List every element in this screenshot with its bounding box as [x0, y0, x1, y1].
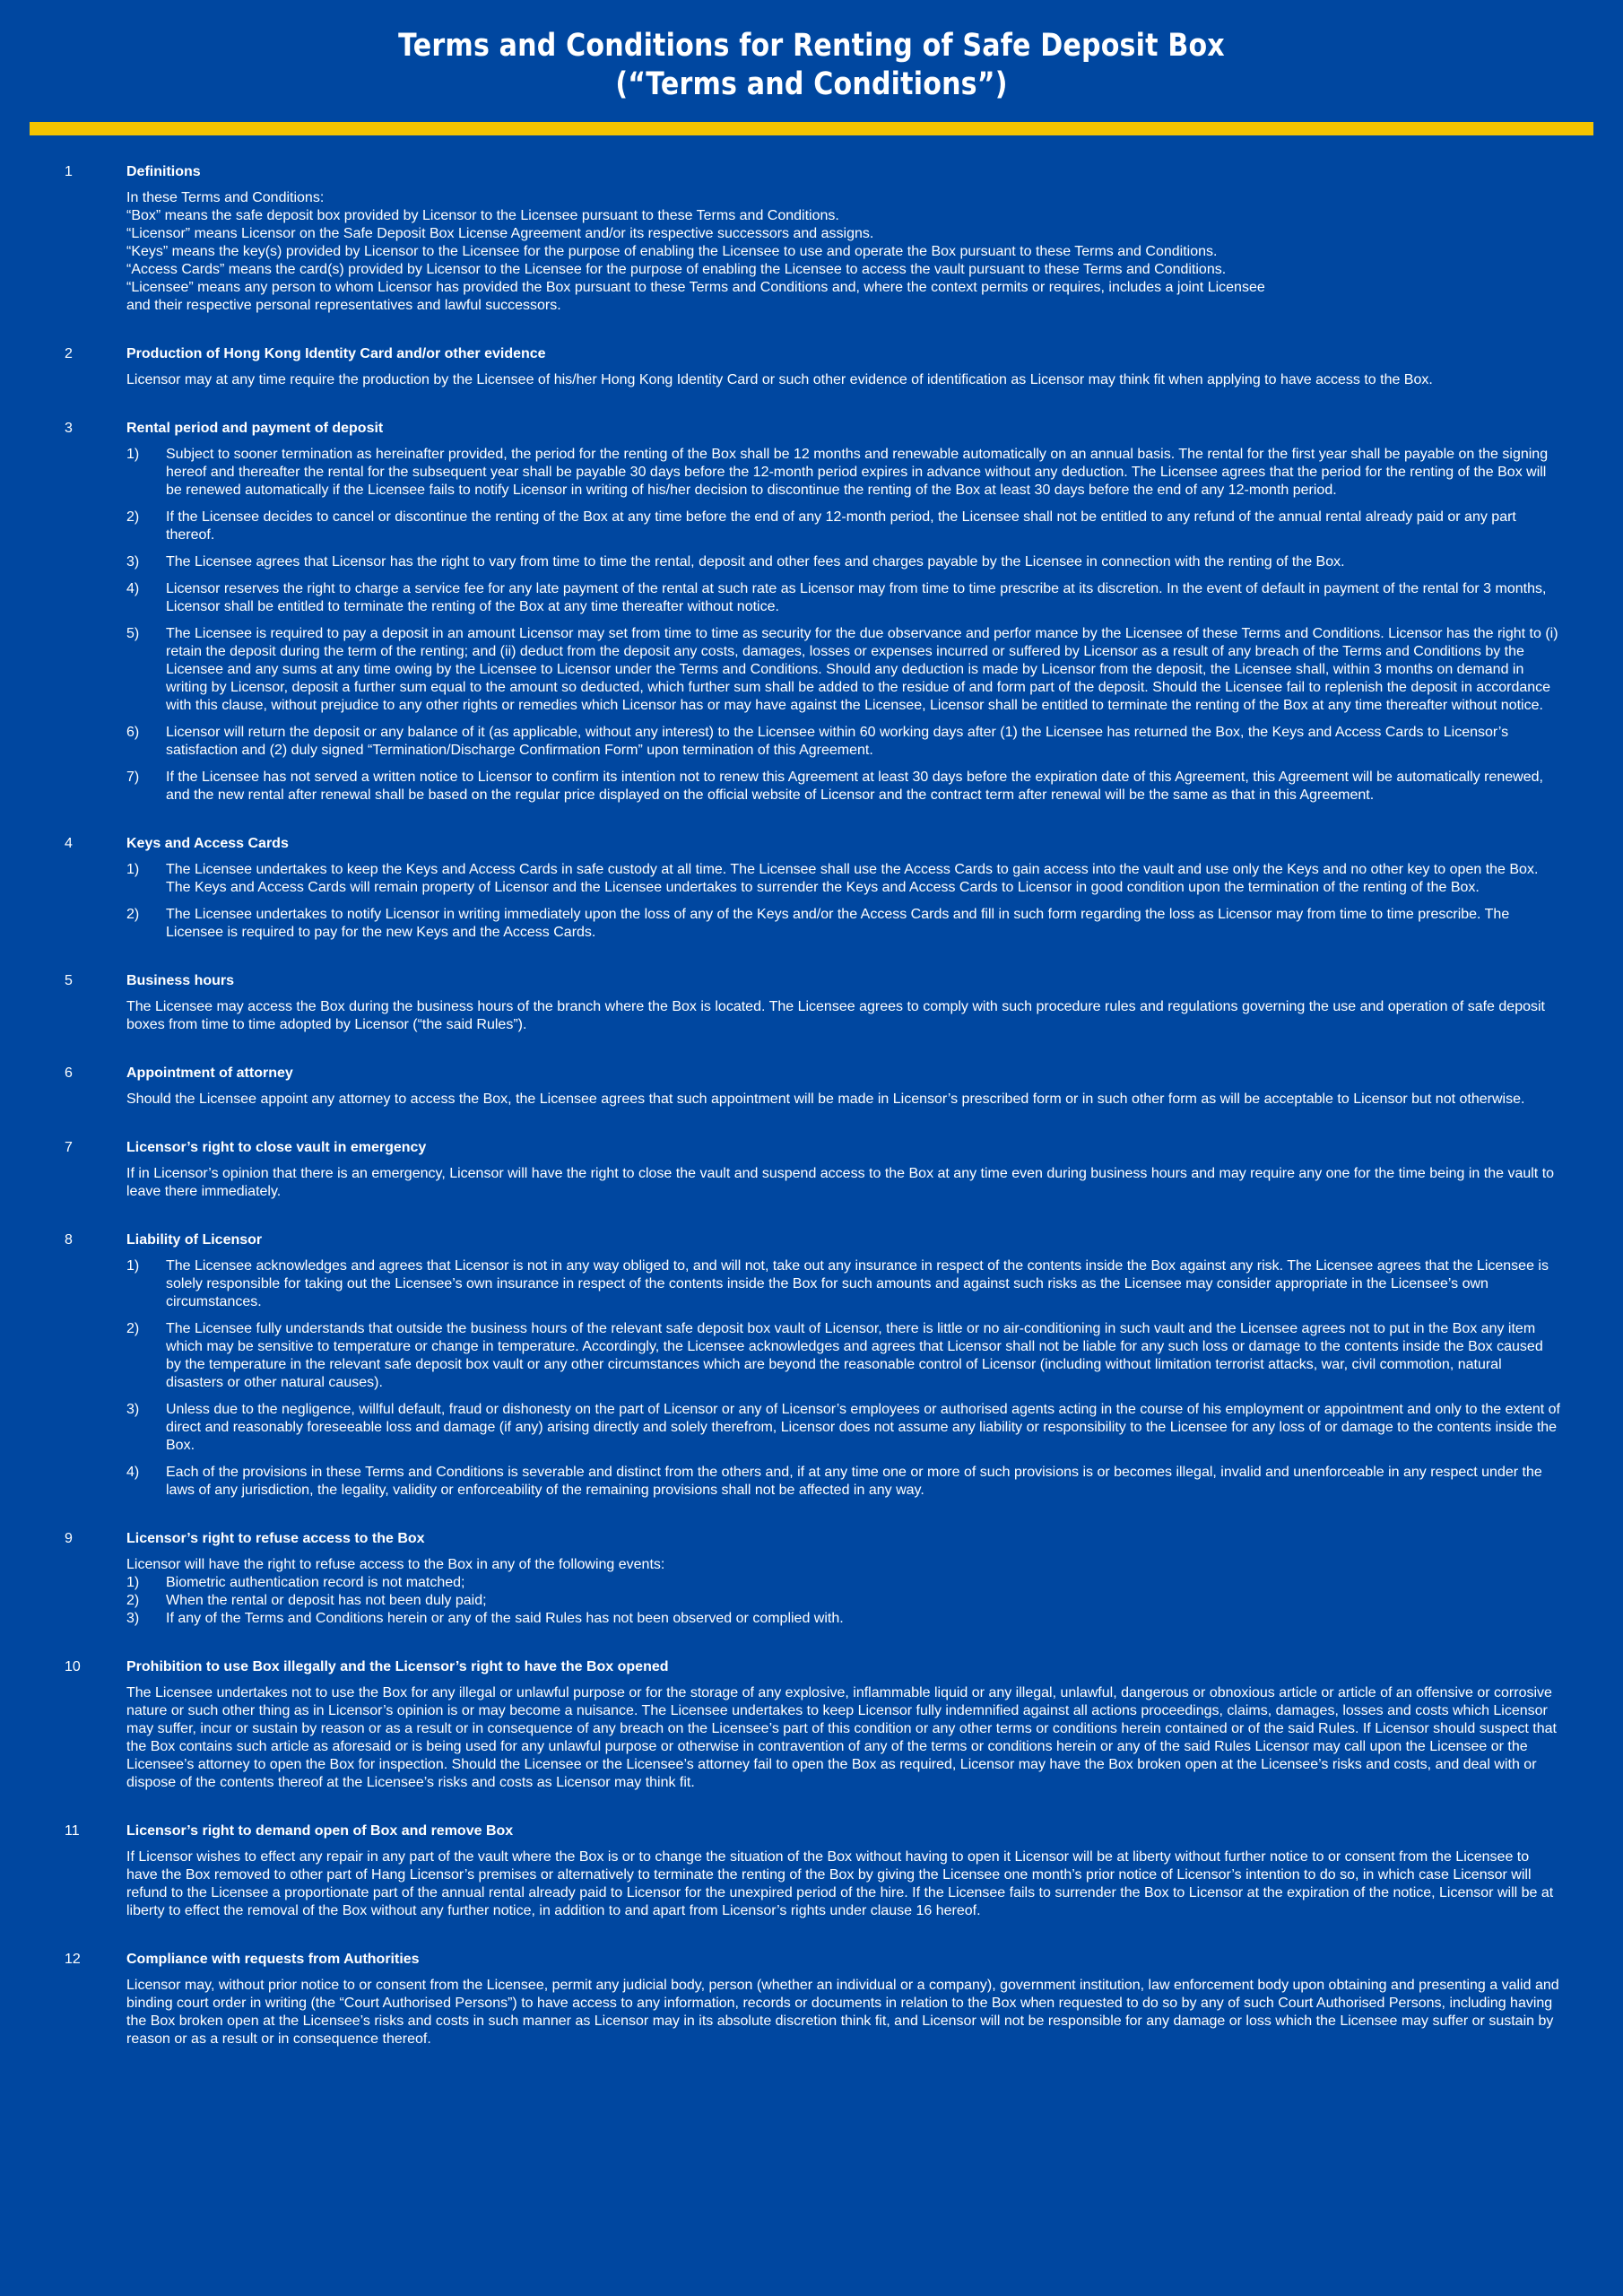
clause-text: Each of the provisions in these Terms and Conditions is severable and distinct from the others and, if at any time one or more of such provisions is or becomes illegal, invalid and unenforceable in any respect under the laws of any jurisdiction, the legality, validity or enforceability of the remaining provisions shall not be affected in any way. [166, 1465, 1542, 1498]
section-title: Rental period and payment of deposit [126, 421, 384, 436]
clause-number: 7) [126, 770, 140, 785]
definition-line: “Keys” means the key(s) provided by Licensor to the Licensee for the purpose of enabling the Licensee to use and operate the Box pursuant to these Terms and Conditions. [126, 244, 1218, 259]
definition-line: “Access Cards” means the card(s) provided by Licensor to the Licensee for the purpose of enabling the Licensee to access the vault pursuant to these Terms and Conditions. [126, 262, 1227, 277]
clause-item [126, 906, 1561, 942]
section-business-hours [0, 972, 1623, 1034]
clause-item [126, 446, 1561, 500]
section-close-vault [0, 1139, 1623, 1201]
section-number: 2 [65, 346, 73, 361]
clause-text: If the Licensee has not served a written notice to Licensor to confirm its intention not to renew this Agreement at least 30 days before the expiration date of this Agreement, this Agreement will be automatically renewed, and the new rental after renewal shall be based on the regular price displayed on the official website of Licensor and the contract term after renewal will be the same as that in this Agreement. [166, 770, 1543, 803]
section-rental-period [0, 420, 1623, 804]
clause-text: The Licensee acknowledges and agrees that Licensor is not in any way obliged to, and will not, take out any insurance in respect of the contents inside the Box against any risk. The Licensee agrees that the Licensee is solely responsible for taking out the Licensee’s own insurance in respect of the contents inside the Box for such amounts and against such risks as the Licensee may consider appropriate in the Licensee’s own circumstances. [166, 1258, 1549, 1309]
section-authorities [0, 1951, 1623, 2048]
section-number: 4 [65, 836, 73, 851]
definition-line: “Box” means the safe deposit box provided by Licensor to the Licensee pursuant to these Terms and Conditions. [126, 208, 839, 223]
clause-number: 3) [126, 1611, 140, 1626]
section-text: The Licensee undertakes not to use the Box for any illegal or unlawful purpose or for the storage of any explosive, inflammable liquid or any illegal, unlawful, dangerous or obnoxious article or article of an offensive or corrosive nature or such other thing as in Licensor’s opinion is or may become a nuisance. The Licensee undertakes to keep Licensor fully indemnified against all actions proceedings, claims, damages, losses and costs which Licensor may suffer, incur or sustain by reason or as a result or in consequence of any breach on the Licensee’s part of this condition or any other terms or conditions herein contained or of the said Rules. If Licensor should suspect that the Box contains such article as aforesaid or is being used for any unlawful purpose or otherwise in contravention of any of the terms or conditions herein or any of the said Rules Licensor may call upon the Licensee or the Licensee’s attorney to open the Box for inspection. Should the Licensee or the Licensee’s attorney fail to open the Box as required, Licensor may have the Box broken open at the Licensee’s risks and costs, and deal with or dispose of the contents thereof at the Licensee’s risks and costs as Licensor may think fit. [126, 1685, 1557, 1790]
clause-item [126, 1320, 1561, 1392]
clause-number: 1) [126, 862, 140, 877]
clause-number: 6) [126, 725, 140, 740]
section-title: Liability of Licensor [126, 1232, 263, 1248]
clause-number: 1) [126, 447, 140, 462]
clause-number: 2) [126, 907, 140, 922]
section-title: Business hours [126, 973, 235, 988]
section-identity-evidence [0, 345, 1623, 389]
clause-text: The Licensee fully understands that outside the business hours of the relevant safe deposit box vault of Licensor, there is little or no air-conditioning in such vault and the Licensee agrees not to put in the Box any item which may be sensitive to temperature or change in temperature. Accordingly, the Licensee acknowledges and agrees that Licensor shall not be liable for any such loss or damage to the contents inside the Box caused by the temperature in the relevant safe deposit box vault or any other circumstances which are beyond the reasonable control of Licensor (including without limitation terrorist attacks, war, civil commotion, natural disasters or other natural causes). [166, 1321, 1543, 1390]
section-title: Licensor’s right to refuse access to the Box [126, 1531, 425, 1546]
section-number: 8 [65, 1232, 73, 1248]
section-number: 10 [65, 1659, 81, 1674]
clause-item [126, 724, 1561, 760]
clause-text: The Licensee agrees that Licensor has the right to vary from time to time the rental, deposit and other fees and charges payable by the Licensee in connection with the renting of the Box. [166, 554, 1345, 570]
definition-line: and their respective personal representatives and lawful successors. [126, 298, 561, 313]
clause-number: 5) [126, 626, 140, 641]
clause-number: 1) [126, 1258, 140, 1274]
section-title: Compliance with requests from Authorities [126, 1952, 420, 1967]
definition-line: “Licensor” means Licensor on the Safe Deposit Box License Agreement and/or its respective successors and assigns. [126, 226, 874, 241]
definition-line: In these Terms and Conditions: [126, 190, 325, 205]
clause-text: The Licensee undertakes to notify Licensor in writing immediately upon the loss of any of the Keys and/or the Access Cards and fill in such form regarding the loss as Licensor may from time to time prescribe. The Licensee is required to pay for the new Keys and the Access Cards. [166, 907, 1510, 940]
clause-item [126, 1610, 1561, 1628]
section-text: If in Licensor’s opinion that there is an emergency, Licensor will have the right to close the vault and suspend access to the Box at any time even during business hours and may require any one for the time being in the vault to leave there immediately. [126, 1166, 1555, 1199]
clause-number: 4) [126, 581, 140, 596]
clause-text: The Licensee is required to pay a deposit in an amount Licensor may set from time to time as security for the due observance and perfor mance by the Licensee of these Terms and Conditions. Licensor has the right to (i) retain the deposit during the term of the renting; and (ii) deduct from the deposit any costs, damages, losses or expenses incurred or suffered by Licensor as a result of any breach of the Terms and Conditions by the Licensee and any sums at any time owing by the Licensee to Licensor under the Terms and Conditions. Should any deduction is made by Licensor from the deposit, the Licensee shall, within 3 months on demand in writing by Licensor, deposit a further sum equal to the amount so deducted, which further sum shall be added to the residue of and form part of the deposit. Should the Licensee fail to replenish the deposit in accordance with this clause, without prejudice to any other rights or remedies which Licensor has or may have against the Licensee, Licensor shall be entitled to terminate the renting of the Box at any time thereafter without notice. [166, 626, 1558, 713]
clause-item [126, 1464, 1561, 1500]
section-number: 12 [65, 1952, 81, 1967]
section-number: 11 [65, 1823, 80, 1839]
clause-number: 1) [126, 1575, 140, 1590]
section-number: 5 [65, 973, 73, 988]
clause-text: If any of the Terms and Conditions herein or any of the said Rules has not been observed or complied with. [166, 1611, 844, 1626]
clause-item [126, 1401, 1561, 1455]
clause-text: Biometric authentication record is not matched; [166, 1575, 465, 1590]
section-title: Keys and Access Cards [126, 836, 289, 851]
clause-number: 3) [126, 554, 140, 570]
clause-text: When the rental or deposit has not been duly paid; [166, 1593, 487, 1608]
clause-item [126, 580, 1561, 616]
clause-number: 3) [126, 1402, 140, 1417]
section-number: 7 [65, 1140, 73, 1155]
section-text: Should the Licensee appoint any attorney to access the Box, the Licensee agrees that such appointment will be made in Licensor’s prescribed form or in such other form as will be acceptable to Licensor but not otherwise. [126, 1091, 1525, 1107]
section-title: Licensor’s right to close vault in emergency [126, 1140, 427, 1155]
section-liability [0, 1231, 1623, 1500]
definition-line: “Licensee” means any person to whom Licensor has provided the Box pursuant to these Terms and Conditions and, where the context permits or requires, includes a joint Licensee [126, 280, 1265, 295]
section-appointment-attorney [0, 1065, 1623, 1109]
section-definitions [0, 163, 1623, 315]
clause-number: 2) [126, 1593, 140, 1608]
clause-text: If the Licensee decides to cancel or discontinue the renting of the Box at any time before the end of any 12-month period, the Licensee shall not be entitled to any refund of the annual rental already paid or any part thereof. [166, 509, 1516, 543]
clause-text: Subject to sooner termination as hereinafter provided, the period for the renting of the Box shall be 12 months and renewable automatically on an annual basis. The rental for the first year shall be payable on the signing hereof and thereafter the rental for the subsequent year shall be payable 30 days before the 12-month period expires in advance without any deduction. The Licensee agrees that the period for the renting of the Box will be renewed automatically if the Licensee fails to notify Licensor in writing of his/her decision to discontinue the renting of the Box at least 30 days before the end of any 12-month period. [166, 447, 1549, 498]
clause-item [126, 625, 1561, 715]
accent-divider [30, 122, 1593, 135]
section-remove-box [0, 1822, 1623, 1920]
section-text: Licensor may, without prior notice to or consent from the Licensee, permit any judicial body, person (whether an individual or a company), government institution, law enforcement body upon obtaining and presenting a valid and binding court order in writing (the “Court Authorised Persons”) to have access to any information, records or documents in relation to the Box when requested to do so by any of such Court Authorised Persons, including having the Box broken open at the Licensee’s risks and costs in such manner as Licensor may in its absolute discretion think fit, and Licensor will not be responsible for any damage or loss which the Licensee may suffer or sustain by reason or as a result or in consequence thereof. [126, 1978, 1559, 2047]
section-keys-access-cards [0, 835, 1623, 942]
title-line-1: Terms and Conditions for Renting of Safe Deposit Box [398, 28, 1225, 64]
clause-item [126, 509, 1561, 544]
clause-text: Licensor will return the deposit or any balance of it (as applicable, without any interest) to the Licensee within 60 working days after (1) the Licensee has returned the Box, the Keys and Access Cards to Licensor’s satisfaction and (2) duly signed “Termination/Discharge Confirmation Form” upon termination of this Agreement. [166, 725, 1509, 758]
clause-text: Licensor reserves the right to charge a service fee for any late payment of the rental at such rate as Licensor may from time to time prescribe at its discretion. In the event of default in payment of the rental for 3 months, Licensor shall be entitled to terminate the renting of the Box at any time thereafter without notice. [166, 581, 1547, 614]
document-title [0, 0, 1623, 104]
clause-number: 4) [126, 1465, 140, 1480]
section-number: 9 [65, 1531, 73, 1546]
title-line-2: (“Terms and Conditions”) [615, 66, 1008, 102]
section-intro: Licensor will have the right to refuse access to the Box in any of the following events: [126, 1557, 665, 1572]
section-title: Appointment of attorney [126, 1065, 293, 1081]
clause-item [126, 1592, 1561, 1610]
section-title: Production of Hong Kong Identity Card and/or other evidence [126, 346, 546, 361]
clause-item [126, 1257, 1561, 1311]
section-illegal-use [0, 1658, 1623, 1792]
section-text: Licensor may at any time require the production by the Licensee of his/her Hong Kong Identity Card or such other evidence of identification as Licensor may think fit when applying to have access to the Box. [126, 372, 1433, 387]
section-text: If Licensor wishes to effect any repair in any part of the vault where the Box is or to change the situation of the Box without having to open it Licensor will be at liberty without further notice to or consent from the Licensee to have the Box removed to other part of Hang Licensor’s premises or alternatively to terminate the renting of the Box by giving the Licensee one month’s prior notice of Licensor’s intention to do so, in which case Licensor will refund to the Licensee a proportionate part of the annual rental already paid to Licensor for the unexpired period of the hire. If the Licensee fails to surrender the Box to Licensor at the expiration of the notice, Licensor will be at liberty to effect the removal of the Box without any further notice, in addition to and apart from Licensor’s rights under clause 16 hereof. [126, 1849, 1554, 1918]
terms-body [0, 163, 1623, 2079]
section-title: Definitions [126, 164, 201, 179]
clause-item [126, 861, 1561, 897]
clause-number: 2) [126, 1321, 140, 1336]
clause-item [126, 1574, 1561, 1592]
clause-text: Unless due to the negligence, willful default, fraud or dishonesty on the part of Licensor or any of Licensor’s employees or authorised agents acting in the course of his employment or appointment and only to the extent of direct and reasonably foreseeable loss and damage (if any) arising directly and solely therefrom, Licensor does not assume any liability or responsibility to the Licensee for any loss of or damage to the contents inside the Box. [166, 1402, 1560, 1453]
section-number: 3 [65, 421, 73, 436]
section-text: The Licensee may access the Box during the business hours of the branch where the Box is located. The Licensee agrees to comply with such procedure rules and regulations governing the use and operation of safe deposit boxes from time to time adopted by Licensor (“the said Rules”). [126, 999, 1545, 1032]
section-refuse-access [0, 1530, 1623, 1628]
section-title: Licensor’s right to demand open of Box and remove Box [126, 1823, 514, 1839]
clause-number: 2) [126, 509, 140, 525]
section-number: 6 [65, 1065, 73, 1081]
clause-text: The Licensee undertakes to keep the Keys and Access Cards in safe custody at all time. The Licensee shall use the Access Cards to gain access into the vault and use only the Keys and no other key to open the Box. The Keys and Access Cards will remain property of Licensor and the Licensee undertakes to surrender the Keys and Access Cards to Licensor in good condition upon the termination of the renting of the Box. [166, 862, 1539, 895]
section-title: Prohibition to use Box illegally and the Licensor’s right to have the Box opened [126, 1659, 669, 1674]
clause-item [126, 553, 1561, 571]
clause-item [126, 769, 1561, 804]
section-number: 1 [65, 164, 73, 179]
